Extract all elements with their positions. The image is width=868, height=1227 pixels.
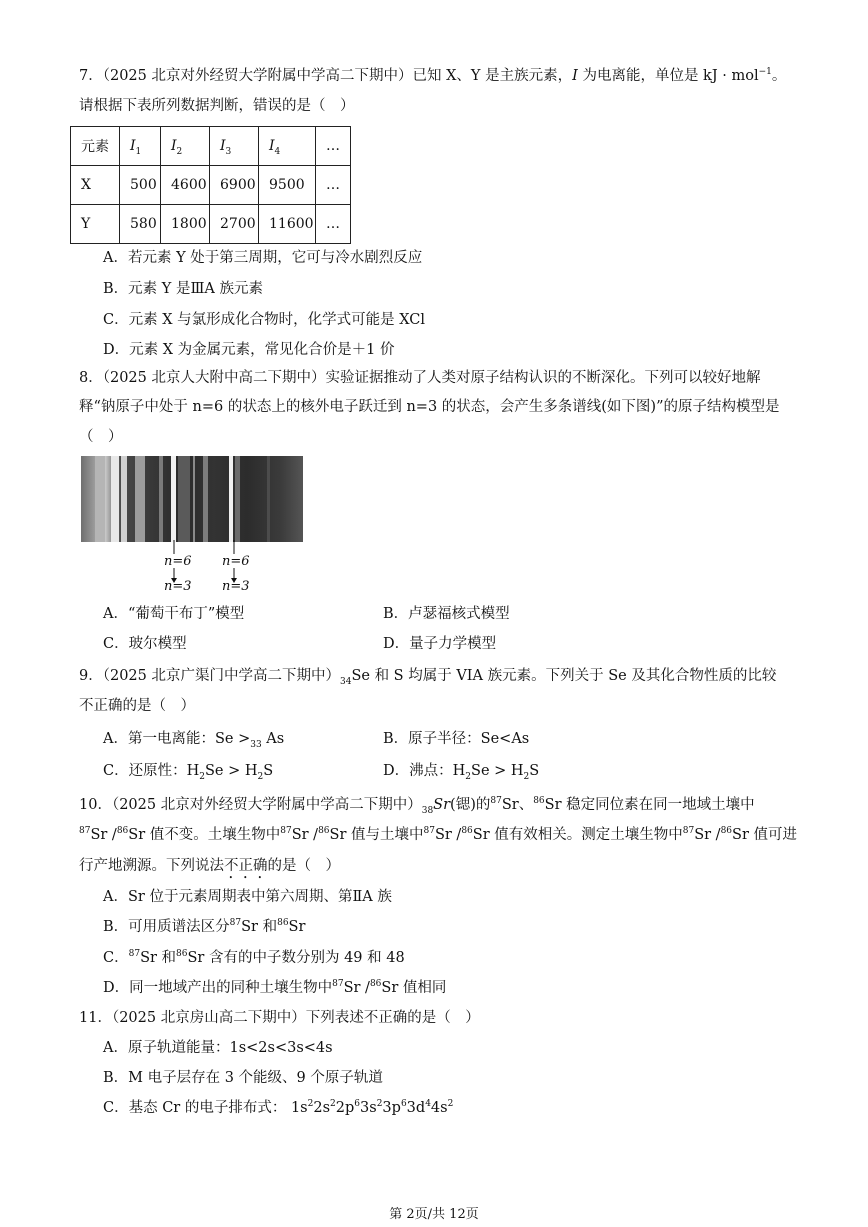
table-cell: 580 — [120, 205, 161, 244]
label-n3-right: n=3 — [222, 579, 250, 594]
table-cell: … — [316, 166, 351, 205]
table-header-cell: $I_1$ — [120, 127, 161, 166]
q8-option-c: C．玻尔模型 — [103, 636, 187, 652]
table-header-cell: … — [316, 127, 351, 166]
table-cell: 500 — [120, 166, 161, 205]
table-cell: 9500 — [259, 166, 316, 205]
sodium-spectrum-image — [81, 456, 303, 542]
q10-stem-line1: 10．（2025 北京对外经贸大学附属中学高二下期中）$_{38}Sr$(锶)的$^{87}$Sr、$^{86}$Sr 稳定同位素在同一地域土壤中 — [79, 796, 755, 816]
q11-option-c: C．基态 Cr 的电子排布式： $1s^22s^22p^63s^23p^63d^44s^2$ — [103, 1099, 454, 1116]
label-n3-left: n=3 — [164, 579, 192, 594]
q10-option-b: B．可用质谱法区分$^{87}$Sr 和$^{86}$Sr — [103, 918, 306, 935]
ionization-energy-table — [70, 126, 351, 244]
q8-option-a: A．“葡萄干布丁”模型 — [103, 606, 245, 622]
q7-option-b: B．元素 Y 是ⅢA 族元素 — [103, 281, 264, 297]
table-header-cell: 元素 — [71, 127, 120, 166]
q10-option-c: C．$^{87}$Sr 和$^{86}$Sr 含有的中子数分别为 49 和 48 — [103, 949, 405, 966]
q10-option-a: A．Sr 位于元素周期表中第六周期、第ⅡA 族 — [103, 889, 392, 905]
q8-option-d: D．量子力学模型 — [383, 636, 497, 652]
q7-stem-line1: 7．（2025 北京对外经贸大学附属中学高二下期中）已知 X、Y 是主族元素，I 为电离能，单位是 kJ · mol$^{-1}$。 — [79, 67, 787, 84]
q9-stem-line1: 9．（2025 北京广渠门中学高二下期中）$_{34}Se$ 和 S 均属于 VIA 族元素。下列关于 Se 及其化合物性质的比较 — [79, 668, 777, 687]
q7-option-c: C．元素 X 与氯形成化合物时，化学式可能是 XCl — [103, 312, 426, 328]
table-cell: 6900 — [210, 166, 259, 205]
table-cell: 2700 — [210, 205, 259, 244]
q11-option-b: B．M 电子层存在 3 个能级、9 个原子轨道 — [103, 1070, 383, 1086]
table-cell: 1800 — [161, 205, 210, 244]
q8-option-b: B．卢瑟福核式模型 — [383, 606, 510, 622]
q7-stem-line2: 请根据下表所列数据判断，错误的是（ ） — [79, 98, 355, 114]
table-header-cell: $I_2$ — [161, 127, 210, 166]
table-header-cell: $I_4$ — [259, 127, 316, 166]
page-footer: 第 2页/共 12页 — [389, 1207, 479, 1222]
q9-option-b: B．原子半径：Se<As — [383, 731, 530, 747]
q10-option-d: D．同一地域产出的同种土壤生物中$^{87}$Sr /$^{86}$Sr 值相同 — [103, 979, 447, 996]
q9-stem-line2: 不正确的是（ ） — [79, 698, 195, 714]
table-cell: 11600 — [259, 205, 316, 244]
label-n6-left: n=6 — [164, 554, 192, 569]
table-cell: Y — [71, 205, 120, 244]
table-header-row — [71, 127, 351, 166]
q8-stem-line3: （ ） — [79, 429, 123, 445]
q9-option-d: D．沸点：$H_2Se > H_2S$ — [383, 763, 540, 782]
q8-stem-line1: 8．（2025 北京人大附中高二下期中）实验证据推动了人类对原子结构认识的不断深化。下列可以较好地解 — [79, 370, 761, 386]
q9-option-c: C．还原性：$H_2Se > H_2S$ — [103, 763, 274, 782]
table-row — [71, 166, 351, 205]
q10-stem-line3: 行产地溯源。下列说法不正确的是（ ） — [79, 858, 340, 874]
q8-stem-line2: 释“钠原子中处于 n=6 的状态上的核外电子跃迁到 n=3 的状态，会产生多条谱线(如下图)”的原子结构模型是 — [79, 399, 780, 415]
table-cell: … — [316, 205, 351, 244]
q7-option-a: A．若元素 Y 处于第三周期，它可与冷水剧烈反应 — [103, 250, 423, 266]
table-header-cell: $I_3$ — [210, 127, 259, 166]
q10-stem-line2: $^{87}$Sr /$^{86}$Sr 值不变。土壤生物中$^{87}$Sr /$^{86}$Sr 值与土壤中$^{87}$Sr /$^{86}$Sr 值有效相关。测定土壤生物中$^{87}$Sr /$^{86}$Sr 值可进 — [79, 826, 797, 843]
table-cell: X — [71, 166, 120, 205]
q11-option-a: A．原子轨道能量：1s<2s<3s<4s — [103, 1040, 333, 1056]
q7-option-d: D．元素 X 为金属元素，常见化合价是＋1 价 — [103, 342, 395, 358]
q9-option-a: A．第一电离能：$Se >_{33}$ As — [103, 731, 285, 750]
label-n6-right: n=6 — [222, 554, 250, 569]
table-cell: 4600 — [161, 166, 210, 205]
electron-configuration: $1s^22s^22p^63s^23p^63d^44s^2$ — [290, 1099, 454, 1116]
table-row — [71, 205, 351, 244]
q11-stem: 11．（2025 北京房山高二下期中）下列表述不正确的是（ ） — [79, 1010, 480, 1026]
